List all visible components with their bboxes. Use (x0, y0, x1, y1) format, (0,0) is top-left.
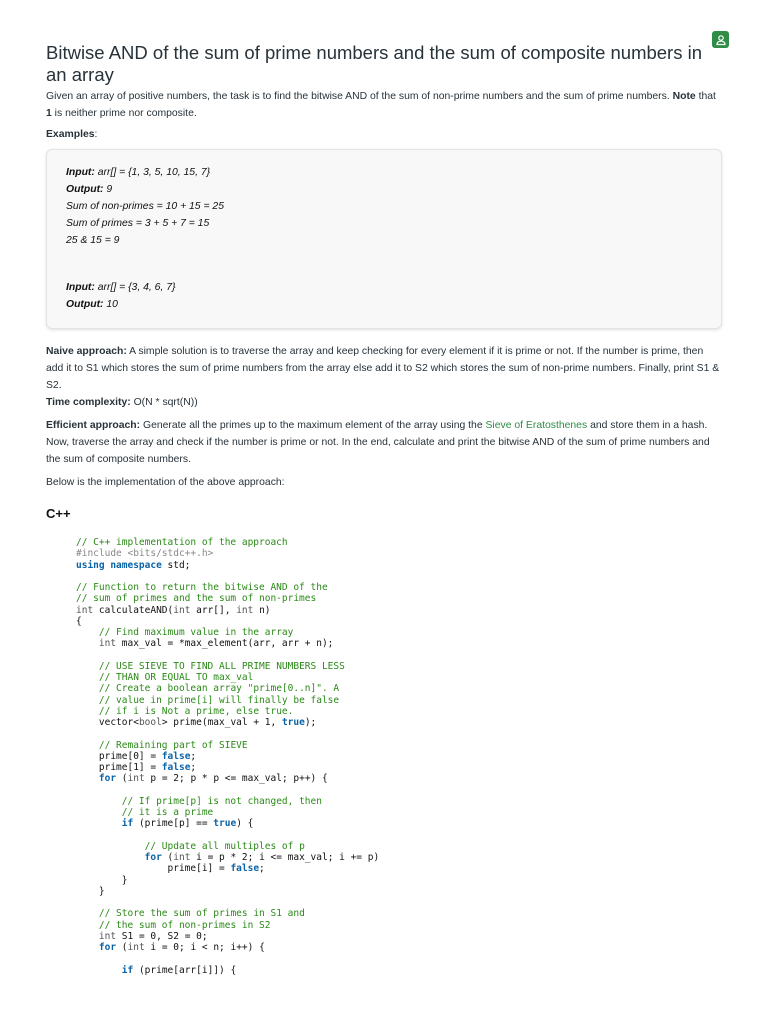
code-text: (prime[p] == (133, 818, 214, 830)
efficient-text-before: Generate all the primes up to the maximum element of the array using the (143, 420, 483, 431)
code-keyword: using namespace (76, 559, 162, 571)
code-type: int (236, 604, 254, 616)
code-keyword: for (144, 852, 162, 863)
code-text: ( (116, 773, 128, 785)
code-text: i = p * 2; i <= max_val; i += p) (190, 852, 380, 863)
language-heading: C++ (46, 506, 71, 521)
code-comment: // it is a prime (121, 807, 214, 818)
code-text: prime[i] = (167, 863, 231, 875)
code-comment: // USE SIEVE TO FIND ALL PRIME NUMBERS LESS (98, 660, 345, 672)
code-type: bool (138, 717, 162, 728)
code-text: S1 = 0, S2 = 0; (116, 930, 208, 942)
output-label: Output: (66, 299, 104, 310)
example-1-explanation-line: Sum of non-primes = 10 + 15 = 25 (66, 201, 224, 212)
code-comment: // Create a boolean array "prime[0..n]". A (98, 683, 340, 695)
code-text: ; (190, 762, 197, 773)
code-keyword: false (161, 762, 191, 773)
input-label: Input: (66, 282, 95, 293)
page-title: Bitwise AND of the sum of prime numbers and the sum of composite numbers in an array (46, 42, 703, 85)
example-1-output (66, 183, 112, 197)
code-comment: // value in prime[i] will finally be false (98, 694, 340, 706)
implementation-intro: Below is the implementation of the above approach: (46, 477, 285, 488)
time-complexity (46, 394, 722, 411)
intro-paragraph (46, 88, 722, 122)
code-comment: // If prime[p] is not changed, then (121, 795, 322, 807)
efficient-text-after: and store them in a hash. Now, traverse the array and check if the number is prime or not. In the end, calculate and print the bitwise AND of the sum of prime numbers and the sum of composite numbers. (46, 420, 710, 465)
code-text: (prime[arr[i]]) { (133, 964, 237, 976)
code-comment: // C++ implementation of the approach (76, 537, 288, 548)
code-type: int (127, 773, 145, 785)
code-type: int (173, 604, 191, 616)
intro-text: Given an array of positive numbers, the task is to find the bitwise AND of the sum of non-prime numbers and the sum of prime numbers. (46, 91, 670, 102)
example-1-explanation-line: 25 & 15 = 9 (66, 235, 120, 246)
code-comment: // Function to return the bitwise AND of the (76, 582, 328, 593)
examples-heading: Examples: (46, 129, 98, 140)
code-text: std; (161, 559, 191, 571)
code-keyword: true (213, 818, 237, 830)
code-comment: // Remaining part of SIEVE (98, 739, 248, 751)
code-keyword: for (98, 773, 117, 785)
code-block (76, 537, 379, 976)
efficient-label: Efficient approach: (46, 420, 141, 431)
complexity-label: Time complexity: (46, 397, 131, 408)
code-type: int (127, 942, 145, 953)
code-text: { (76, 615, 82, 627)
naive-text: A simple solution is to traverse the array and keep checking for every element if it is prime or not. If the number is prime, then add it to S1 which stores the sum of prime numbers from the array else add it to S2 which stores the sum of non-prime numbers. Finally, print S1 & S2. (46, 346, 720, 391)
code-keyword: true (281, 717, 305, 728)
code-text: arr[], (190, 604, 237, 616)
code-text: } (121, 874, 128, 886)
code-type: int (76, 604, 94, 616)
code-text: } (98, 885, 105, 897)
example-1-explanation-line: Sum of primes = 3 + 5 + 7 = 15 (66, 218, 210, 229)
example-2-output (66, 298, 118, 312)
input-value: arr[] = {1, 3, 5, 10, 15, 7} (97, 167, 211, 178)
examples-heading-text: Examples (46, 129, 95, 140)
code-text: vector< (98, 717, 139, 728)
note-text: is neither prime nor composite. (54, 108, 197, 119)
note-pre: that (698, 91, 716, 102)
naive-approach-paragraph (46, 343, 722, 394)
note-label: Note (672, 91, 696, 102)
output-value: 9 (106, 184, 113, 195)
code-text: prime[1] = (98, 762, 162, 773)
input-label: Input: (66, 167, 95, 178)
output-value: 10 (106, 299, 118, 310)
code-keyword: false (230, 863, 260, 875)
code-text: > prime(max_val + 1, (161, 717, 282, 728)
code-comment: // THAN OR EQUAL TO max_val (98, 672, 254, 683)
code-comment: // Store the sum of primes in S1 and (98, 908, 305, 920)
code-keyword: false (161, 750, 191, 762)
sieve-link[interactable]: Sieve of Eratosthenes (485, 420, 588, 431)
naive-label: Naive approach: (46, 346, 127, 357)
example-1-input (66, 166, 210, 180)
complexity-value: O(N * sqrt(N)) (133, 397, 198, 408)
code-text: i = 0; i < n; i++) { (144, 942, 265, 953)
code-comment: // if i is Not a prime, else true. (98, 705, 294, 717)
code-text: n) (253, 604, 271, 616)
code-text: ; (190, 750, 197, 762)
code-type: int (98, 930, 117, 942)
code-text: ( (161, 852, 174, 863)
examples-box (46, 149, 722, 329)
code-keyword: for (98, 942, 117, 953)
code-comment: // Find maximum value in the array (98, 627, 294, 638)
note-number: 1 (46, 108, 52, 119)
code-include: #include <bits/stdc++.h> (76, 548, 214, 560)
code-comment: // sum of primes and the sum of non-primes (76, 593, 317, 605)
code-text: max_val = *max_element(arr, arr + n); (116, 638, 334, 650)
code-text: prime[0] = (98, 750, 162, 762)
efficient-approach-paragraph (46, 417, 722, 468)
code-keyword: if (121, 818, 134, 830)
code-text: ; (259, 863, 265, 875)
example-2-input (66, 281, 175, 295)
code-text: ( (116, 942, 128, 953)
account-button[interactable] (712, 31, 729, 48)
code-comment: // the sum of non-primes in S2 (98, 919, 271, 931)
code-type: int (173, 852, 191, 863)
code-text: ); (304, 717, 317, 728)
input-value: arr[] = {3, 4, 6, 7} (97, 282, 176, 293)
code-keyword: if (121, 964, 134, 976)
user-icon (715, 34, 727, 46)
output-label: Output: (66, 184, 104, 195)
code-text: calculateAND( (93, 604, 174, 616)
code-text: p = 2; p * p <= max_val; p++) { (144, 773, 328, 785)
code-type: int (98, 638, 117, 650)
code-text: ) { (236, 818, 254, 830)
code-comment: // Update all multiples of p (144, 840, 305, 852)
